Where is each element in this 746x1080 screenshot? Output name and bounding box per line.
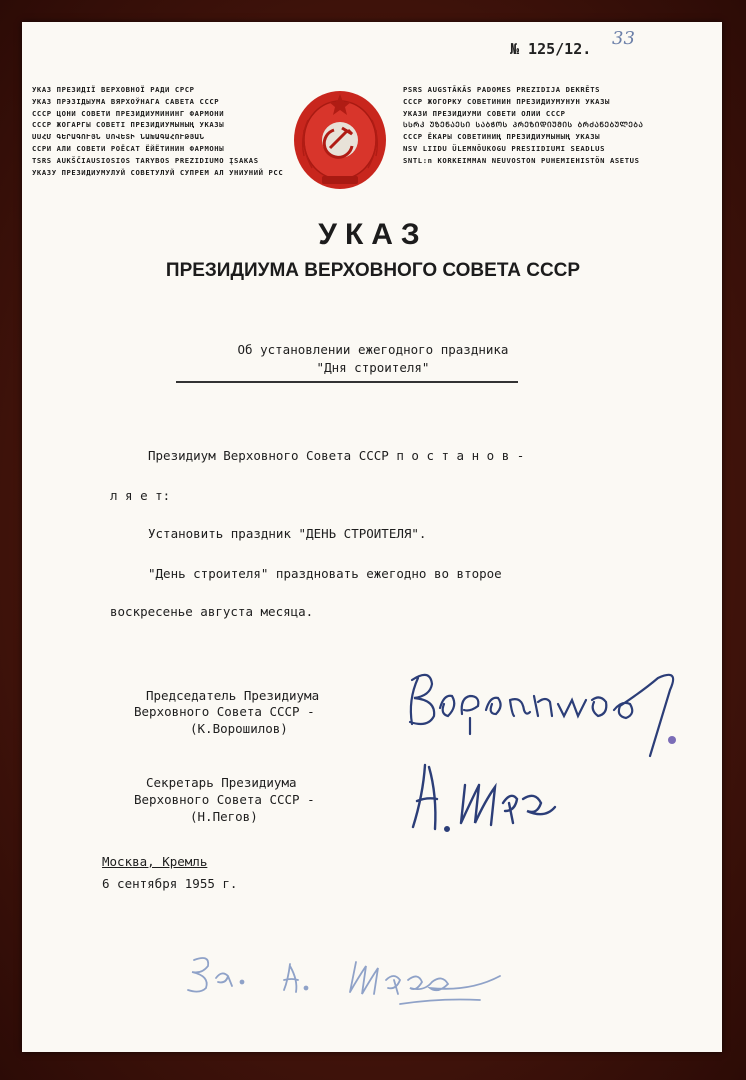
secretary-name: (Н.Пегов) xyxy=(190,809,258,824)
header-left-languages xyxy=(32,84,283,178)
place: Москва, Кремль xyxy=(102,854,208,869)
topic-divider xyxy=(176,381,518,383)
header-line: PSRS AUGSTĀKĀS PADOMES PREZIDIJA DEKRĒTS xyxy=(403,85,601,94)
header-line: СССР ЖОГАРГЫ СОВЕТІ ПРЕЗИДИУМЫНЫҢ УКАЗЫ xyxy=(32,120,225,130)
ussr-emblem-icon xyxy=(290,90,390,192)
header-line: УКАЗ ПРЕЗИДІЇ ВЕРХОВНОЇ РАДИ СРСР xyxy=(32,85,195,94)
pegov-signature xyxy=(395,745,575,855)
header-line: ՍՍՀՄ ԳԵՐԱԳՈՒՅՆ ՍՈՎԵՏԻ ՆԱԽԱԳԱՀՈՒԹՅԱՆ xyxy=(32,132,205,142)
header-line: УКАЗУ ПРЕЗИДИУМУЛУЙ СОВЕТУЛУЙ СУПРЕМ АЛ УНИУНИЙ РСС xyxy=(32,167,284,177)
decree-subtitle: ПРЕЗИДИУМА ВЕРХОВНОГО СОВЕТА СССР xyxy=(165,260,581,281)
secretary-title-2: Верховного Совета СССР - xyxy=(134,792,315,807)
chairman-title-1: Председатель Президиума xyxy=(146,688,320,703)
secretary-title-1: Секретарь Президиума xyxy=(146,775,297,790)
decree-title: УКАЗ xyxy=(318,218,428,251)
header-line: ᲡᲡᲠᲙ ᲣᲖᲔᲜᲐᲔᲡᲘ ᲡᲐᲑᲭᲝᲡ ᲞᲠᲔᲖᲘᲓᲘᲣᲛᲘᲡ ᲑᲠᲫᲐᲜᲔᲑᲣᲚᲔᲑᲐ xyxy=(403,120,644,130)
header-line: УКАЗ ПРЭЗІДЫУМА ВЯРХОЎНАГА САВЕТА СССР xyxy=(32,96,220,106)
header-line: NSV LIIDU ÜLEMNÕUKOGU PRESIIDIUMI SEADLUS xyxy=(403,143,606,153)
header-right-languages xyxy=(403,84,643,167)
chairman-title-2: Верховного Совета СССР - xyxy=(134,704,315,719)
body-line-1: Президиум Верховного Совета СССР п о с т а н о в - xyxy=(148,448,525,463)
chairman-name: (К.Ворошилов) xyxy=(190,721,288,736)
page-mark: 33 xyxy=(612,28,635,49)
date: 6 сентября 1955 г. xyxy=(102,876,238,891)
header-line: ССРИ АЛИ СОВЕТИ РОЁСАТ ЁЙЁТИНИН ФАРМОНЫ xyxy=(32,143,225,153)
header-line: TSRS AUKŠČIAUSIOSIOS TARYBOS PREZIDIUMO ĮSAKAS xyxy=(32,155,259,165)
body-line-5: воскресенье августа месяца. xyxy=(110,604,314,619)
body-line-3: Установить праздник "ДЕНЬ СТРОИТЕЛЯ". xyxy=(148,526,427,541)
header-line: СССР ЦОНИ СОВЕТИ ПРЕЗИДИУМИНИНГ ФАРМОНИ xyxy=(32,108,225,118)
header-line: SNTL:n KORKEIMMAN NEUVOSTON PUHEMIEHISTÖN ASETUS xyxy=(403,155,640,165)
document-number: № 125/12. xyxy=(510,40,592,58)
header-line: УКАЗИ ПРЕЗИДИУМИ СОВЕТИ ОЛИИ СССР xyxy=(403,108,566,118)
topic-line-2: "Дня строителя" xyxy=(316,360,430,375)
body-line-4: "День строителя" праздновать ежегодно во второе xyxy=(148,566,502,581)
header-line: СССР ЖОГОРКУ СОВЕТИНИН ПРЕЗИДИУМУНУН УКАЗЫ xyxy=(403,96,610,106)
body-line-2: л я е т: xyxy=(110,488,171,503)
topic-line-1: Об установлении ежегодного праздника xyxy=(237,342,509,357)
pencil-note xyxy=(180,940,530,1010)
header-line: СССР ЁКАРЫ СОВЕТИНИҢ ПРЕЗИДИУМЫНЫҢ УКАЗЫ xyxy=(403,132,601,142)
